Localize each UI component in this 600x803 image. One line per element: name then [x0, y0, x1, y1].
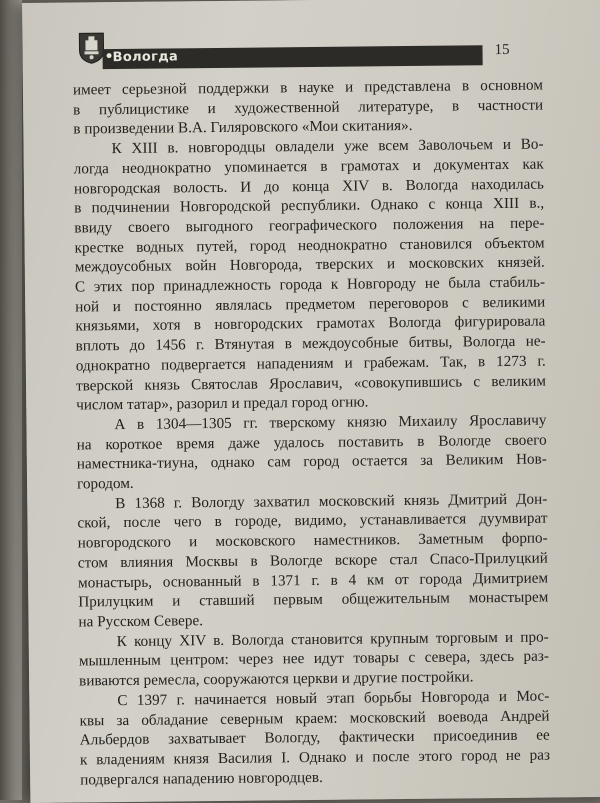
text-line: С этих пор принадлежность города к Новгороду не была стабиль-	[74, 273, 546, 296]
text-line: новгородского и московского наместников. Заметным форпо-	[77, 529, 548, 552]
text-line: стом влияния Москвы в Вологде вскоре стал Спасо-Прилуцкий	[77, 549, 548, 572]
text-line: ной и постоянно являлась предметом переговоров с великими	[75, 293, 546, 316]
text-line: мышленным центром: через нее идут товары с севера, здесь раз-	[78, 647, 549, 670]
text-line: ввиду своего выгодного географического положения на пере-	[74, 214, 545, 237]
text-line: наместника-тиуна, однако сам город остается за Великим Нов-	[76, 450, 547, 473]
body-text	[73, 76, 550, 790]
text-line: князьями, хотя в новгородских грамотах Вологда фигурировала	[75, 313, 546, 335]
text-line: А в 1304—1305 гг. тверскому князю Михаилу Ярославичу	[114, 411, 547, 434]
text-line: новгородская волость. И до конца XIV в. Вологда находилась	[73, 175, 545, 198]
page-number: 15	[494, 41, 510, 59]
text-line: городом.	[76, 474, 134, 493]
text-line: К концу XIV в. Вологда становится крупным торговым и про-	[116, 628, 549, 650]
text-line: подвергался нападению новгородцев.	[80, 768, 323, 789]
text-line: ской, после чего в городе, видимо, устанавливается дуумвират	[77, 510, 548, 532]
paragraph	[73, 135, 546, 416]
text-line: Альбердов захватывает Вологду, фактически присоединив ее	[79, 726, 550, 749]
text-line: виваются ремесла, сооружаются церкви и другие постройки.	[79, 668, 474, 690]
paragraph	[73, 76, 544, 140]
text-line: в произведении В.А. Гиляровского «Мои скитания».	[73, 117, 413, 138]
text-line: квы за обладание северным краем: московский воевода Андрей	[79, 707, 550, 729]
text-line: С 1397 г. начинается новый этап борьбы Новгорода и Мос-	[117, 687, 550, 709]
paragraph	[79, 627, 550, 691]
text-line: тверской князь Святослав Ярославич, «совокупившись с великим	[75, 372, 547, 395]
adjacent-page-edge	[0, 0, 22, 800]
book-page	[22, 0, 600, 803]
text-line: числом татар», разорил и предал город огню.	[76, 393, 369, 414]
text-line: однократно подвергается нападениям и грабежам. Так, в 1273 г.	[75, 352, 546, 375]
running-header	[68, 34, 488, 68]
text-line: логда неоднократно упоминается в грамотах и документах как	[73, 155, 544, 178]
text-line: В 1368 г. Вологду захватил московский князь Дмитрий Дон-	[115, 490, 548, 512]
text-line: крестке водных путей, город неоднократно становился объектом	[74, 234, 545, 257]
paragraph	[77, 489, 548, 632]
text-line: междоусобных войн Новгорода, тверских и московских князей.	[74, 253, 545, 276]
text-line: в публицистике и художественной литературе, в частности	[73, 96, 544, 119]
text-line: вплоть до 1456 г. Втянутая в междоусобные битвы, Вологда не-	[75, 332, 546, 355]
text-line: имеет серьезной поддержки в науке и представлена в основном	[72, 76, 543, 99]
section-title: Вологда	[112, 49, 179, 66]
text-line: монастырь, основанный в 1371 г. в 4 км от города Димитрием	[77, 569, 549, 592]
paragraph	[79, 686, 550, 789]
text-line: Прилуцким и ставший первым общежительным монастырем	[78, 588, 549, 611]
text-line: на короткое время даже удалось поставить в Вологде своего	[76, 431, 547, 454]
text-line: К XIII в. новгородцы овладели уже всем Заволочьем и Во-	[111, 135, 544, 158]
paragraph	[76, 411, 547, 495]
header-bullet-icon	[107, 53, 112, 58]
text-line: к владениям князя Василия I. Однако и после этого город не раз	[79, 746, 551, 769]
text-line: на Русском Севере.	[78, 612, 204, 631]
text-line: в подчинении Новгородской республики. Однако с конца XIII в.,	[74, 194, 545, 217]
